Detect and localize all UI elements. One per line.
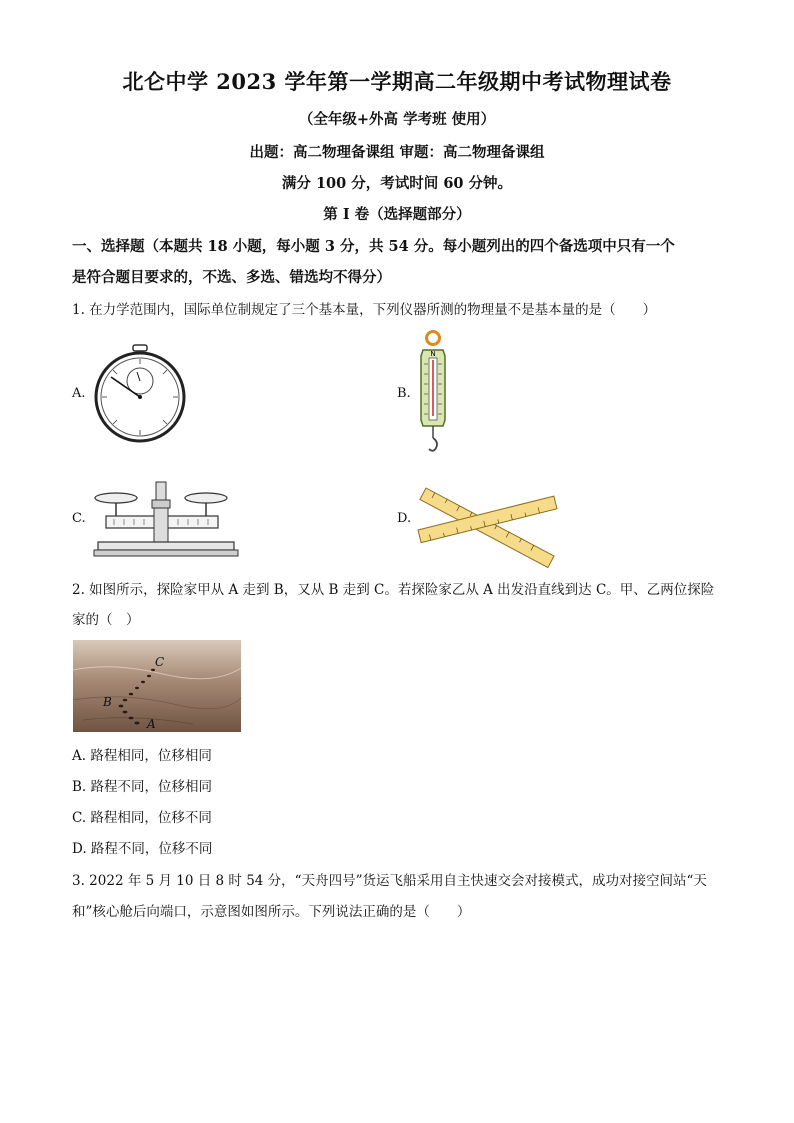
volume-heading: 第 I 卷（选择题部分） <box>323 206 471 223</box>
photo-label-a: A <box>147 717 156 731</box>
exam-title: 北仑中学 2023 学年第一学期高二年级期中考试物理试卷 <box>122 69 672 94</box>
q1-option-b-label: B. <box>397 386 411 401</box>
section-instructions-line1: 一、选择题（本题共 18 小题，每小题 3 分，共 54 分。每小题列出的四个备选项中只有一个 <box>72 238 675 255</box>
stopwatch-icon <box>93 343 188 443</box>
q3-stem-line2: 和”核心舱后向端口，示意图如图所示。下列说法正确的是（ ） <box>72 904 471 920</box>
q2-option-d: D. 路程不同，位移不同 <box>72 841 213 857</box>
q2-stem-line2: 家的（ ） <box>72 612 140 628</box>
q3-stem-line1: 3. 2022 年 5 月 10 日 8 时 54 分，“天舟四号”货运飞船采用自主快速交会对接模式，成功对接空间站“天 <box>72 873 707 889</box>
desert-footprints-photo <box>73 640 241 732</box>
q1-option-d-label: D. <box>397 511 412 526</box>
q1-option-a-label: A. <box>72 386 86 401</box>
q2-option-b: B. 路程不同，位移相同 <box>72 779 213 795</box>
rulers-icon <box>418 478 564 558</box>
q1-option-c-label: C. <box>72 511 86 526</box>
photo-label-c: C <box>155 655 165 669</box>
section-instructions-line2: 是符合题目要求的，不选、多选、错选均不得分） <box>72 269 391 286</box>
photo-label-b: B <box>103 695 112 709</box>
q2-option-c: C. 路程相同，位移不同 <box>72 810 212 826</box>
usage-note: （全年级+外高 学考班 使用） <box>298 111 496 128</box>
spring-scale-icon <box>415 330 451 458</box>
q2-stem-line1: 2. 如图所示，探险家甲从 A 走到 B，又从 B 走到 C。若探险家乙从 A 出发沿直线到达 C。甲、乙两位探险 <box>72 582 715 598</box>
balance-scale-icon <box>94 478 239 560</box>
q1-stem: 1. 在力学范围内，国际单位制规定了三个基本量，下列仪器所测的物理量不是基本量的是（ ） <box>72 302 657 318</box>
spring-scale-unit: N <box>430 350 436 358</box>
score-time-line: 满分 100 分，考试时间 60 分钟。 <box>281 175 513 192</box>
authors-line: 出题：高二物理备课组 审题：高二物理备课组 <box>249 144 545 161</box>
q2-option-a: A. 路程相同，位移相同 <box>72 748 212 764</box>
